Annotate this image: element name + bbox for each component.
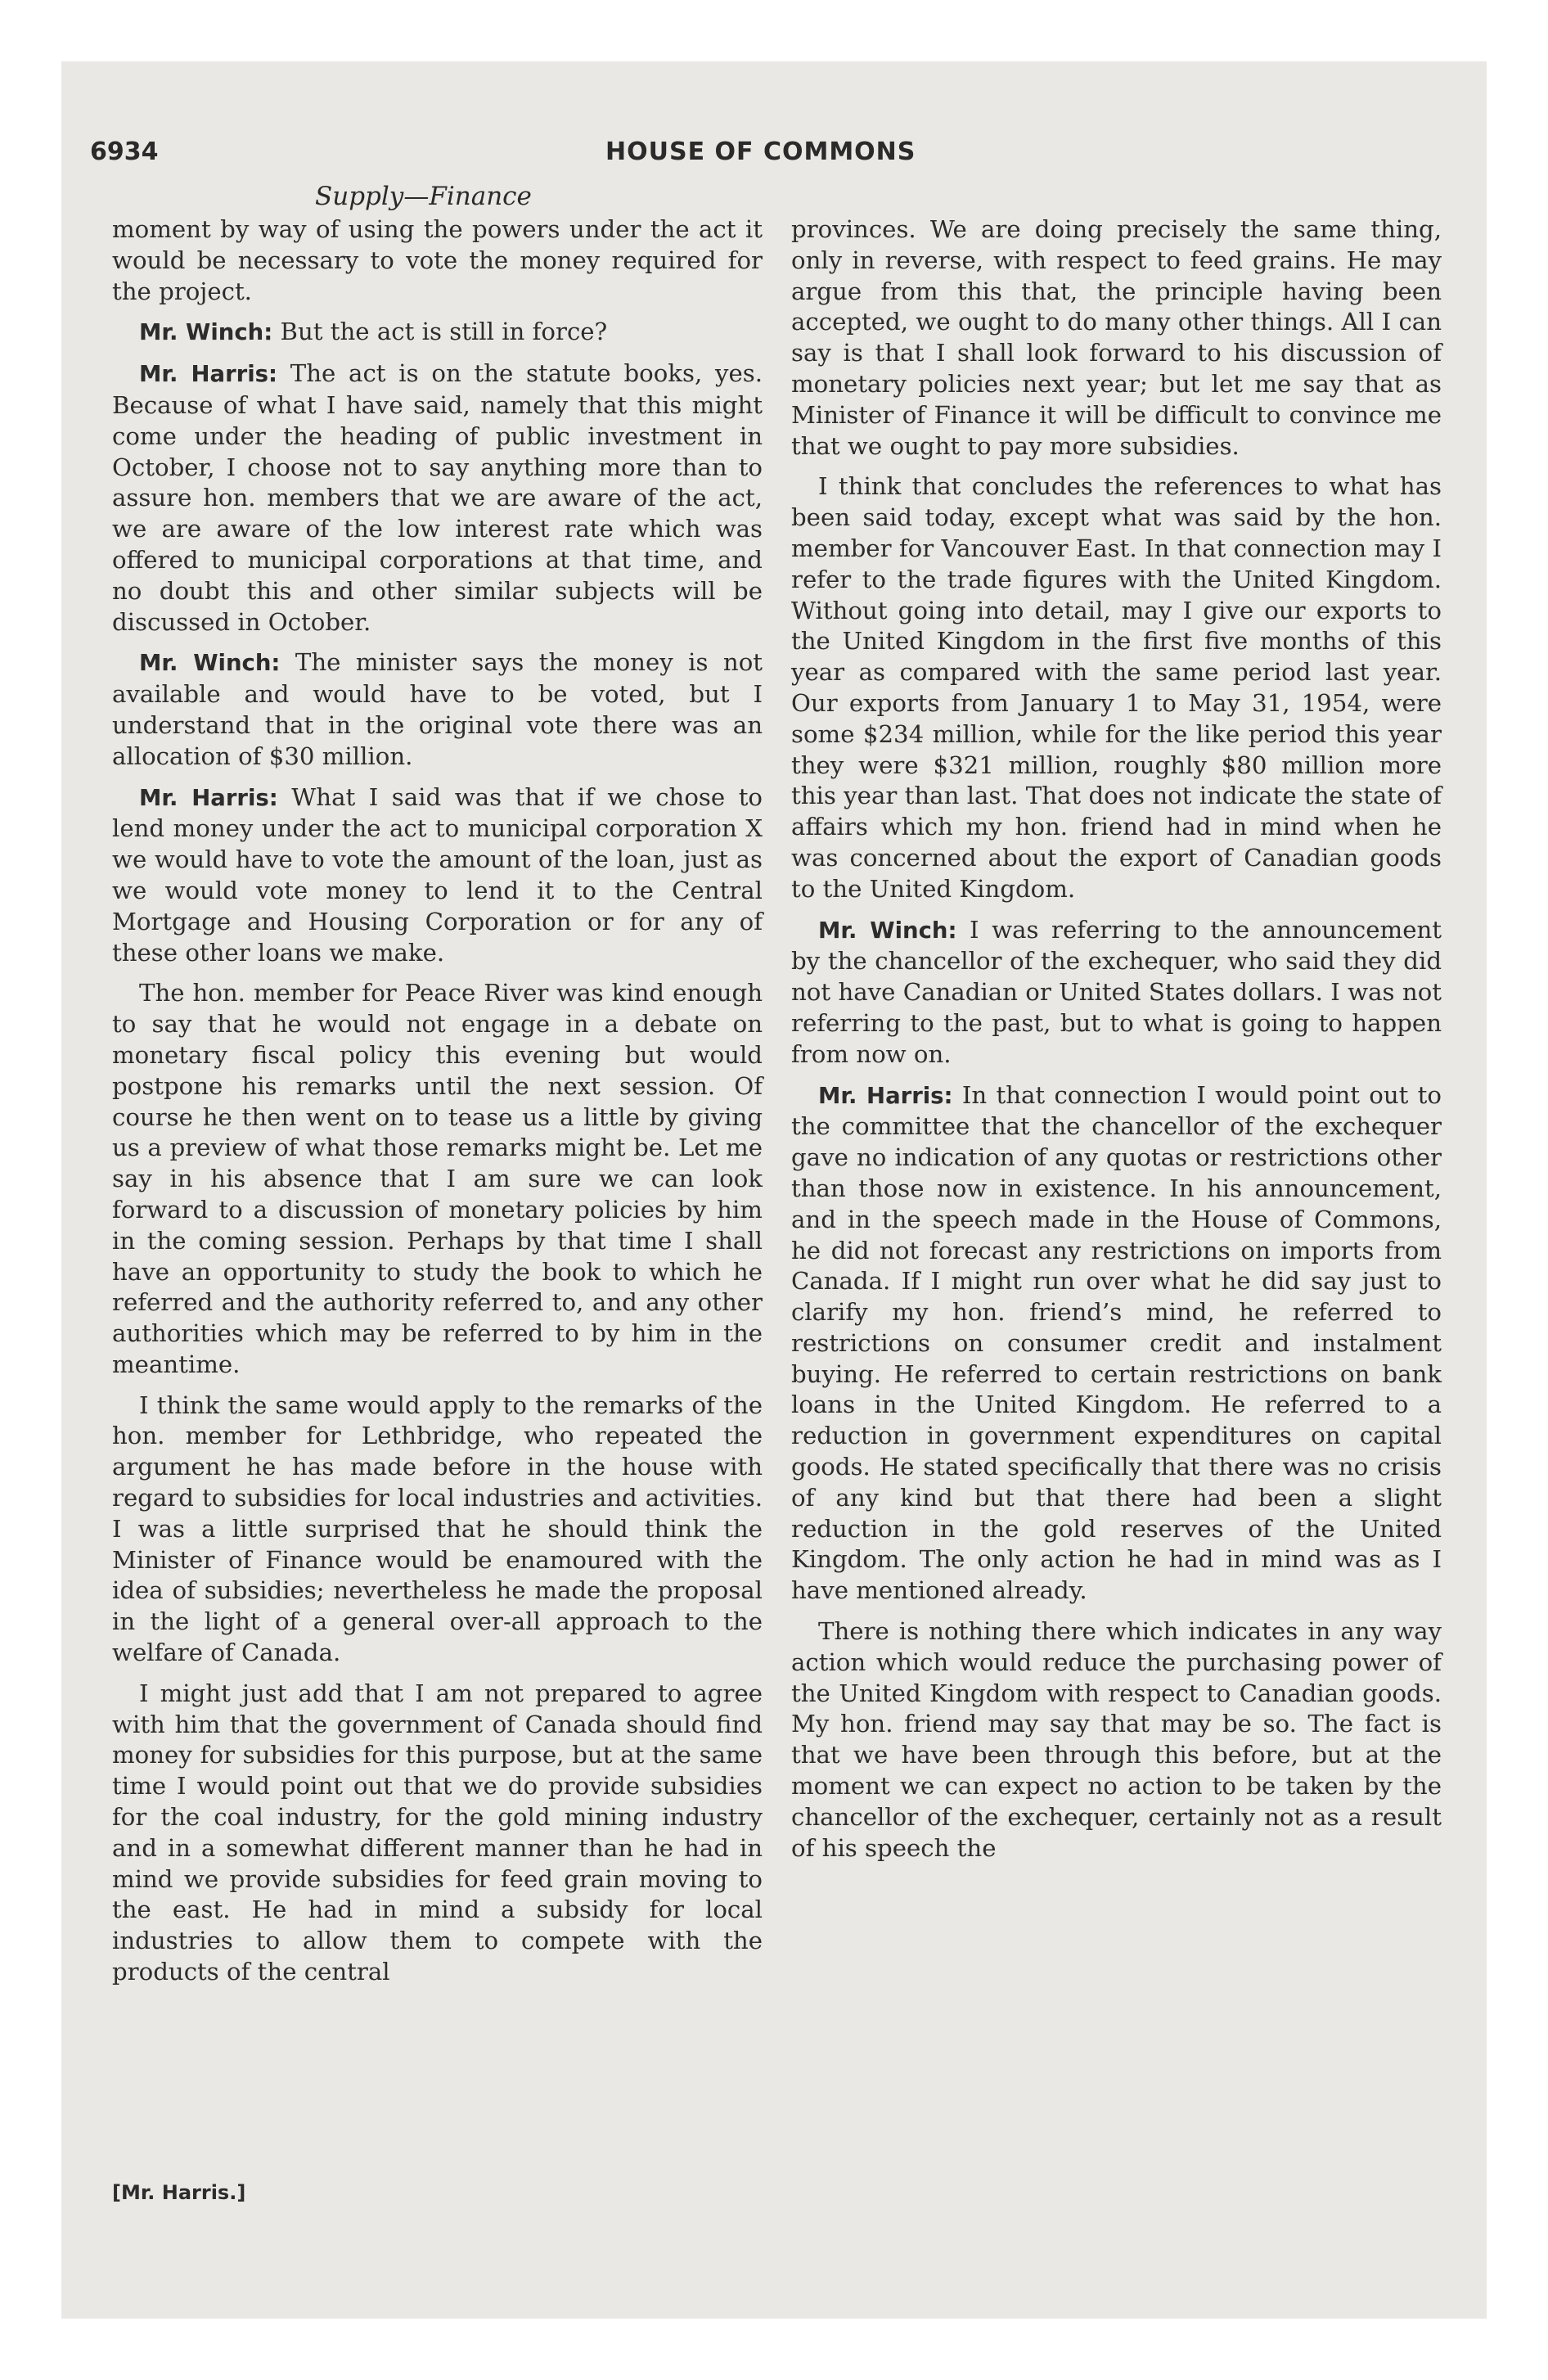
section-heading: Supply—Finance	[315, 182, 532, 211]
paragraph	[112, 317, 763, 349]
speaker-name: Mr. Winch:	[139, 650, 281, 677]
paragraph-text: provinces. We are doing precisely the same thing, only in reverse, with respect to feed grains. He may argue from this that, the principle having been accepted, we ought to do many other things. All I can say is that I shall look forward to his discussion of monetary policies next year; but let me say that as Minister of Finance it will be difficult to convince me that we ought to pay more subsidies.	[791, 215, 1442, 460]
paragraph-text: I think the same would apply to the remarks of the hon. member for Lethbridge, who repeated the argument he has made before in the house with regard to subsidies for local industries and activities. I was a little surprised that he should think the Minister of Finance would be enamoured with the idea of subsidies; nevertheless he made the proposal in the light of a general over-all approach to the welfare of Canada.	[112, 1391, 763, 1667]
paragraph	[112, 358, 763, 638]
paragraph	[791, 214, 1442, 462]
paragraph	[112, 647, 763, 772]
paragraph-text: moment by way of using the powers under the act it would be necessary to vote the money required for the project.	[112, 215, 763, 305]
paragraph-text: The act is on the statute books, yes. Because of what I have said, namely that this might come under the heading of public investment in October, I choose not to say anything more than to assure hon. members that we are aware of the act, we are aware of the low interest rate which was offered to municipal corporations at that time, and no doubt this and other similar subjects will be discussed in October.	[112, 359, 763, 636]
paragraph-text: I might just add that I am not prepared to agree with him that the government of Canada should find money for subsidies for this purpose, but at the same time I would point out that we do provide subsidies for the coal industry, for the gold mining industry and in a somewhat different manner than he had in mind we provide subsidies for feed grain moving to the east. He had in mind a subsidy for local industries to allow them to compete with the products of the central	[112, 1679, 763, 1986]
paragraph-text: I was referring to the announcement by the chancellor of the exchequer, who said they did not have Canadian or United States dollars. I was not referring to the past, but to what is going to happen from now on.	[791, 915, 1442, 1068]
speaker-name: Mr. Winch:	[139, 319, 273, 346]
speaker-name: Mr. Harris:	[139, 784, 278, 811]
speaker-name: Mr. Winch:	[818, 917, 957, 944]
paragraph-text: There is nothing there which indicates in any way action which would reduce the purchasing power of the United Kingdom with respect to Canadian goods. My hon. friend may say that may be so. The fact is that we have been through this before, but at the moment we can expect no action to be taken by the chancellor of the exchequer, certainly not as a result of his speech the	[791, 1617, 1442, 1862]
paragraph-text: But the act is still in force?	[280, 318, 608, 346]
paragraph-text: The hon. member for Peace River was kind enough to say that he would not engage in a debate on monetary fiscal policy this evening but would postpone his remarks until the next session. Of course he then went on to tease us a little by giving us a preview of what those remarks might be. Let me say in his absence that I am sure we can look forward to a discussion of monetary policies by him in the coming session. Perhaps by that time I shall have an opportunity to study the book to which he referred and the authority referred to, and any other authorities which may be referred to by him in the meantime.	[112, 979, 763, 1378]
page-number: 6934	[90, 137, 159, 166]
paragraph	[112, 1391, 763, 1669]
speaker-name: Mr. Harris:	[139, 361, 277, 388]
paragraph-text: I think that concludes the references to what has been said today, except what was said by the hon. member for Vancouver East. In that connection may I refer to the trade figures with the United Kingdom. Without going into detail, may I give our exports to the United Kingdom in the first five months of this year as compared with the same period last year. Our exports from January 1 to May 31, 1954, were some $234 million, while for the like period this year they were $321 million, roughly $80 million more this year than last. That does not indicate the state of affairs which my hon. friend had in mind when he was concerned about the export of Canadian goods to the United Kingdom.	[791, 472, 1442, 903]
paragraph-text: What I said was that if we chose to lend money under the act to municipal corporation X we would have to vote the amount of the loan, just as we would vote money to lend it to the Central Mortgage and Housing Corporation or for any of these other loans we make.	[112, 782, 763, 967]
paragraph-text: In that connection I would point out to the committee that the chancellor of the exchequer gave no indication of any quotas or restrictions other than those now in existence. In his announcement, and in the speech made in the House of Commons, he did not forecast any restrictions on imports from Canada. If I might run over what he did say just to clarify my hon. friend’s mind, he referred to restrictions on consumer credit and instalment buying. He referred to certain restrictions on bank loans in the United Kingdom. He referred to a reduction in government expenditures on capital goods. He stated specifically that there was no crisis of any kind but that there had been a slight reduction in the gold reserves of the United Kingdom. The only action he had in mind was as I have mentioned already.	[791, 1080, 1442, 1605]
paragraph	[791, 915, 1442, 1071]
paragraph	[791, 471, 1442, 904]
paragraph	[791, 1080, 1442, 1607]
paragraph	[112, 1679, 763, 1988]
paragraph	[112, 782, 763, 969]
right-column	[791, 214, 1442, 1873]
speaker-name: Mr. Harris:	[818, 1082, 953, 1109]
left-column	[112, 214, 763, 1998]
page-header	[90, 137, 1458, 187]
paragraph	[112, 214, 763, 307]
running-head: HOUSE OF COMMONS	[605, 137, 916, 166]
paragraph	[791, 1616, 1442, 1864]
paragraph-text: The minister says the money is not available and would have to be voted, but I understand that in the original vote there was an allocation of $30 million.	[112, 648, 763, 770]
paragraph	[112, 978, 763, 1380]
footer-speaker-tag: [Mr. Harris.]	[112, 2181, 246, 2204]
